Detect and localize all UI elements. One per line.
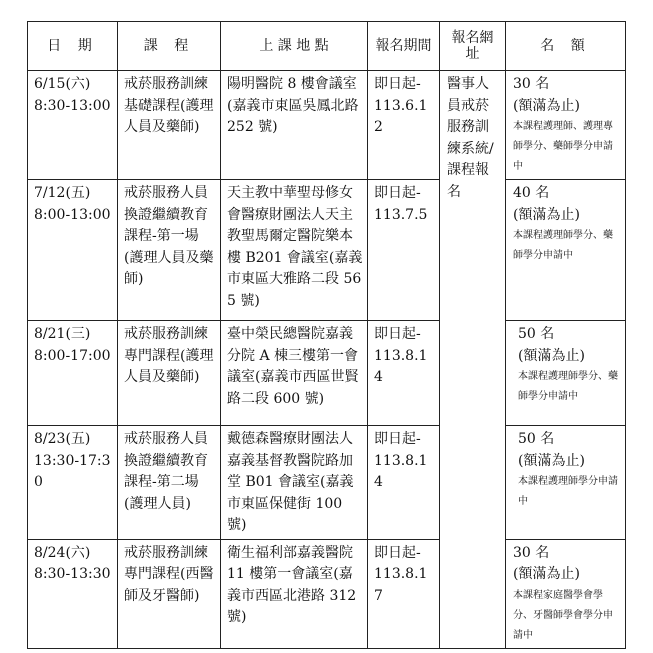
course-text: 戒菸服務人員換證繼續教育課程-第二場(護理人員): [124, 431, 208, 512]
website-cell: [440, 71, 506, 649]
quota-text: 50 名 (額滿為止): [518, 431, 585, 469]
location-cell: [221, 321, 368, 426]
header-course: [118, 22, 221, 71]
header-quota-label: 名 額: [540, 38, 591, 54]
credit-note: 本課程家庭醫學會學分、牙醫師學會學分申請中: [513, 589, 613, 641]
credit-note: 本課程護理師學分申請中: [518, 476, 618, 507]
date-text: 6/15(六) 8:30-13:00: [34, 76, 111, 114]
date-cell: [28, 71, 118, 180]
course-cell: [118, 180, 221, 321]
date-text: 7/12(五) 8:00-13:00: [34, 185, 111, 223]
credit-note: 本課程護理師學分、藥師學分申請中: [518, 371, 618, 402]
location-text: 天主教中華聖母修女會醫療財團法人天主教聖馬爾定醫院樂本樓 B201 會議室(嘉義市東區大雅路二段 565 號): [227, 185, 363, 309]
header-website-label: 報名網址: [451, 30, 494, 62]
location-text: 戴德森醫療財團法人嘉義基督教醫院路加堂 B01 會議室(嘉義市東區保健街 100 號): [227, 431, 354, 533]
header-website: [440, 22, 506, 71]
course-cell: [118, 539, 221, 648]
period-text: 即日起- 113.7.5: [374, 185, 428, 223]
date-text: 8/23(五) 13:30-17:30: [34, 431, 111, 490]
quota-text: 50 名 (額滿為止): [518, 326, 585, 364]
course-cell: [118, 426, 221, 540]
table-row: [28, 539, 626, 648]
header-date: [28, 22, 118, 71]
header-quota: [506, 22, 626, 71]
quota-text: 40 名 (額滿為止): [513, 185, 580, 223]
quota-cell: [506, 321, 626, 426]
period-text: 即日起- 113.8.17: [374, 544, 428, 604]
credit-note: 本課程護理師、護理專師學分、藥師學分申請中: [513, 121, 613, 172]
location-cell: [221, 426, 368, 540]
table-row: [28, 426, 626, 540]
table-row: [28, 180, 626, 321]
period-text: 即日起- 113.8.14: [374, 326, 428, 385]
course-text: 戒菸服務訓練專門課程(西醫師及牙醫師): [124, 544, 214, 604]
location-text: 陽明醫院 8 樓會議室(嘉義市東區吳鳳北路 252 號): [227, 76, 359, 135]
quota-text: 30 名 (額滿為止): [513, 544, 580, 582]
course-schedule-table: [27, 21, 626, 649]
location-text: 衛生福利部嘉義醫院 11 樓第一會議室(嘉義市西區北港路 312 號): [227, 544, 357, 625]
period-cell: [368, 321, 440, 426]
table-row: [28, 321, 626, 426]
period-cell: [368, 71, 440, 180]
date-cell: [28, 539, 118, 648]
period-text: 即日起- 113.6.12: [374, 76, 428, 135]
quota-cell: [506, 426, 626, 540]
period-text: 即日起- 113.8.14: [374, 431, 428, 490]
course-text: 戒菸服務人員換證繼續教育課程-第一場(護理人員及藥師): [124, 185, 214, 287]
date-cell: [28, 180, 118, 321]
quota-cell: [506, 71, 626, 180]
header-course-label: 課 程: [143, 38, 195, 54]
quota-cell: [506, 539, 626, 648]
period-cell: [368, 180, 440, 321]
credit-note: 本課程護理師學分、藥師學分申請中: [513, 230, 613, 261]
header-period-label: 報名期間: [375, 38, 432, 54]
date-text: 8/21(三) 8:00-17:00: [34, 326, 111, 364]
quota-cell: [506, 180, 626, 321]
location-text: 臺中榮民總醫院嘉義分院 A 棟三樓第一會議室(嘉義市西區世賢路二段 600 號): [227, 326, 359, 407]
period-cell: [368, 539, 440, 648]
header-period: [368, 22, 440, 71]
header-date-label: 日 期: [47, 38, 98, 54]
date-cell: [28, 426, 118, 540]
course-cell: [118, 321, 221, 426]
location-cell: [221, 180, 368, 321]
course-cell: [118, 71, 221, 180]
course-text: 戒菸服務訓練基礎課程(護理人員及藥師): [124, 76, 214, 135]
header-row: [28, 22, 626, 71]
header-location: [221, 22, 368, 71]
location-cell: [221, 539, 368, 648]
date-text: 8/24(六) 8:30-13:30: [34, 544, 111, 582]
website-text: 醫事人員戒菸服務訓練系統/課程報名: [447, 76, 494, 200]
period-cell: [368, 426, 440, 540]
date-cell: [28, 321, 118, 426]
quota-text: 30 名 (額滿為止): [513, 76, 580, 114]
table-row: [28, 71, 626, 180]
header-location-label: 上 課 地 點: [259, 38, 329, 54]
location-cell: [221, 71, 368, 180]
course-text: 戒菸服務訓練專門課程(護理人員及藥師): [124, 326, 214, 385]
